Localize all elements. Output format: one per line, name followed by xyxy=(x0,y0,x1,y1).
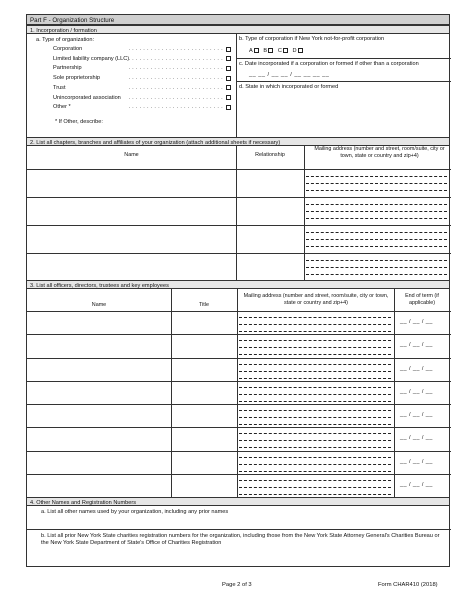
s2-col-relationship: Relationship xyxy=(255,152,285,158)
checkbox[interactable] xyxy=(226,56,231,61)
address-line[interactable] xyxy=(239,471,391,472)
corp-type-c[interactable]: C xyxy=(278,48,288,54)
address-line[interactable] xyxy=(239,394,391,395)
section-1-divider xyxy=(236,34,237,137)
org-type-option-label: Corporation xyxy=(53,46,83,52)
address-line[interactable] xyxy=(239,424,391,425)
address-line[interactable] xyxy=(239,331,391,332)
s3-col-address: Mailing address (number and street, room/suite, city or town, state or country and zip+4) xyxy=(243,293,389,306)
org-type-option[interactable]: Other * . . . . . . . . . . . . . . . . . . . . . . . . . . xyxy=(53,104,231,111)
end-of-term-field[interactable]: __ / __ / __ xyxy=(400,412,433,418)
form-id: Form CHAR410 (2018) xyxy=(378,582,438,588)
org-type-option-label: Unincorporated association xyxy=(53,94,121,101)
org-type-option[interactable]: Trust . . . . . . . . . . . . . . . . . . . . . . . . . . xyxy=(53,85,231,92)
checkbox[interactable] xyxy=(226,47,231,52)
address-line[interactable] xyxy=(239,354,391,355)
address-line[interactable] xyxy=(239,371,391,372)
address-line[interactable] xyxy=(306,218,447,219)
address-line[interactable] xyxy=(239,410,391,411)
section-1-heading: 1. Incorporation / formation xyxy=(27,25,449,34)
address-line[interactable] xyxy=(306,267,447,268)
address-line[interactable] xyxy=(239,433,391,434)
date-incorporated-label: c. Date incorporated if a corporation or formed if other than a corporation xyxy=(239,61,419,67)
address-line[interactable] xyxy=(239,324,391,325)
corp-type-b[interactable]: B xyxy=(263,48,273,54)
end-of-term-field[interactable]: __ / __ / __ xyxy=(400,342,433,349)
address-line[interactable] xyxy=(306,260,447,261)
page-number: Page 2 of 3 xyxy=(222,582,252,588)
address-line[interactable] xyxy=(239,457,391,458)
if-other-label: * If Other, describe: xyxy=(55,119,103,125)
s3-col-title: Title xyxy=(199,302,209,308)
address-line[interactable] xyxy=(239,447,391,448)
end-of-term-field[interactable]: __ / __ / __ xyxy=(400,365,433,372)
corp-type-d[interactable]: D xyxy=(293,48,303,54)
section-3-heading: 3. List all officers, directors, trustees and key employees xyxy=(27,280,449,289)
address-line[interactable] xyxy=(239,440,391,441)
checkbox[interactable] xyxy=(268,48,273,53)
address-line[interactable] xyxy=(239,340,391,341)
org-type-option-label: Trust xyxy=(53,84,66,91)
section-4-heading: 4. Other Names and Registration Numbers xyxy=(27,497,449,506)
address-line[interactable] xyxy=(239,487,391,488)
s3-col-end-term: End of term (if applicable) xyxy=(405,293,439,306)
address-line[interactable] xyxy=(306,239,447,240)
address-line[interactable] xyxy=(239,347,391,348)
org-type-option[interactable]: Corporation . . . . . . . . . . . . . . . . . . . . . . . . . . xyxy=(53,46,231,53)
other-names-label: a. List all other names used by your organization, including any prior names xyxy=(41,509,229,515)
end-of-term-field[interactable]: __ / __ / __ xyxy=(400,319,433,325)
org-type-option[interactable]: Unincorporated association . . . . . . . . . . . . . . . . . . . . . . . . . . xyxy=(53,95,231,102)
address-line[interactable] xyxy=(239,401,391,402)
address-line[interactable] xyxy=(239,364,391,365)
address-line[interactable] xyxy=(306,183,447,184)
end-of-term-field[interactable]: __ / __ / __ xyxy=(400,481,433,488)
checkbox[interactable] xyxy=(226,105,231,110)
address-line[interactable] xyxy=(306,246,447,247)
address-line[interactable] xyxy=(239,317,391,318)
org-type-option-label: Partnership xyxy=(53,65,82,72)
org-type-option-label: Limited liability company (LLC) xyxy=(53,55,130,62)
checkbox[interactable] xyxy=(226,66,231,71)
org-type-option[interactable]: Partnership . . . . . . . . . . . . . . . . . . . . . . . . . . xyxy=(53,65,231,72)
prior-registration-label: b. List all prior New York State charities registration numbers for the organization, including those from the New York State Attorney General's Charities Bureau or the New York State Department of State's Office of Charities Registration xyxy=(41,533,440,546)
address-line[interactable] xyxy=(239,417,391,418)
address-line[interactable] xyxy=(306,176,447,177)
address-line[interactable] xyxy=(239,387,391,388)
address-line[interactable] xyxy=(306,190,447,191)
state-incorporated-label: d. State in which incorporated or formed xyxy=(239,84,339,90)
checkbox[interactable] xyxy=(226,95,231,100)
end-of-term-field[interactable]: __ / __ / __ xyxy=(400,435,433,442)
address-line[interactable] xyxy=(306,204,447,205)
checkbox[interactable] xyxy=(226,76,231,81)
org-type-option[interactable]: Sole proprietorship . . . . . . . . . . . . . . . . . . . . . . . . . . xyxy=(53,75,231,82)
date-incorporated-field[interactable]: __ __ / __ __ / __ __ __ __ xyxy=(249,72,330,78)
corp-type-label: b. Type of corporation if New York not-for-profit corporation xyxy=(239,36,385,42)
address-line[interactable] xyxy=(306,232,447,233)
corp-type-options xyxy=(249,48,303,55)
address-line[interactable] xyxy=(306,211,447,212)
s3-col-name: Name xyxy=(91,302,107,308)
address-line[interactable] xyxy=(239,480,391,481)
org-type-option-label: Other xyxy=(53,104,67,111)
checkbox[interactable] xyxy=(283,48,288,53)
s2-col-address: Mailing address (number and street, room/suite, city or town, state or country and zip+4) xyxy=(314,146,445,159)
org-type-option-label: Sole proprietorship xyxy=(53,75,100,82)
address-line[interactable] xyxy=(306,274,447,275)
checkbox[interactable] xyxy=(254,48,259,53)
corp-type-a[interactable]: A xyxy=(249,48,259,54)
checkbox[interactable] xyxy=(298,48,303,53)
end-of-term-field[interactable]: __ / __ / __ xyxy=(400,388,433,395)
end-of-term-field[interactable]: __ / __ / __ xyxy=(400,458,433,465)
org-type-label: a. Type of organization: xyxy=(36,37,95,43)
address-line[interactable] xyxy=(239,464,391,465)
address-line[interactable] xyxy=(239,494,391,495)
checkbox[interactable] xyxy=(226,85,231,90)
section-2-heading: 2. List all chapters, branches and affiliates of your organization (attach additional sheets if necessary) xyxy=(27,137,449,146)
org-type-option[interactable]: Limited liability company (LLC) . . . . . . . . . . . . . . . . . . . . . . . . . . xyxy=(53,56,231,63)
organization-structure-form xyxy=(26,14,450,567)
address-line[interactable] xyxy=(239,378,391,379)
s2-col-name: Name xyxy=(124,152,139,158)
part-f-header: Part F - Organization Structure xyxy=(27,15,449,25)
